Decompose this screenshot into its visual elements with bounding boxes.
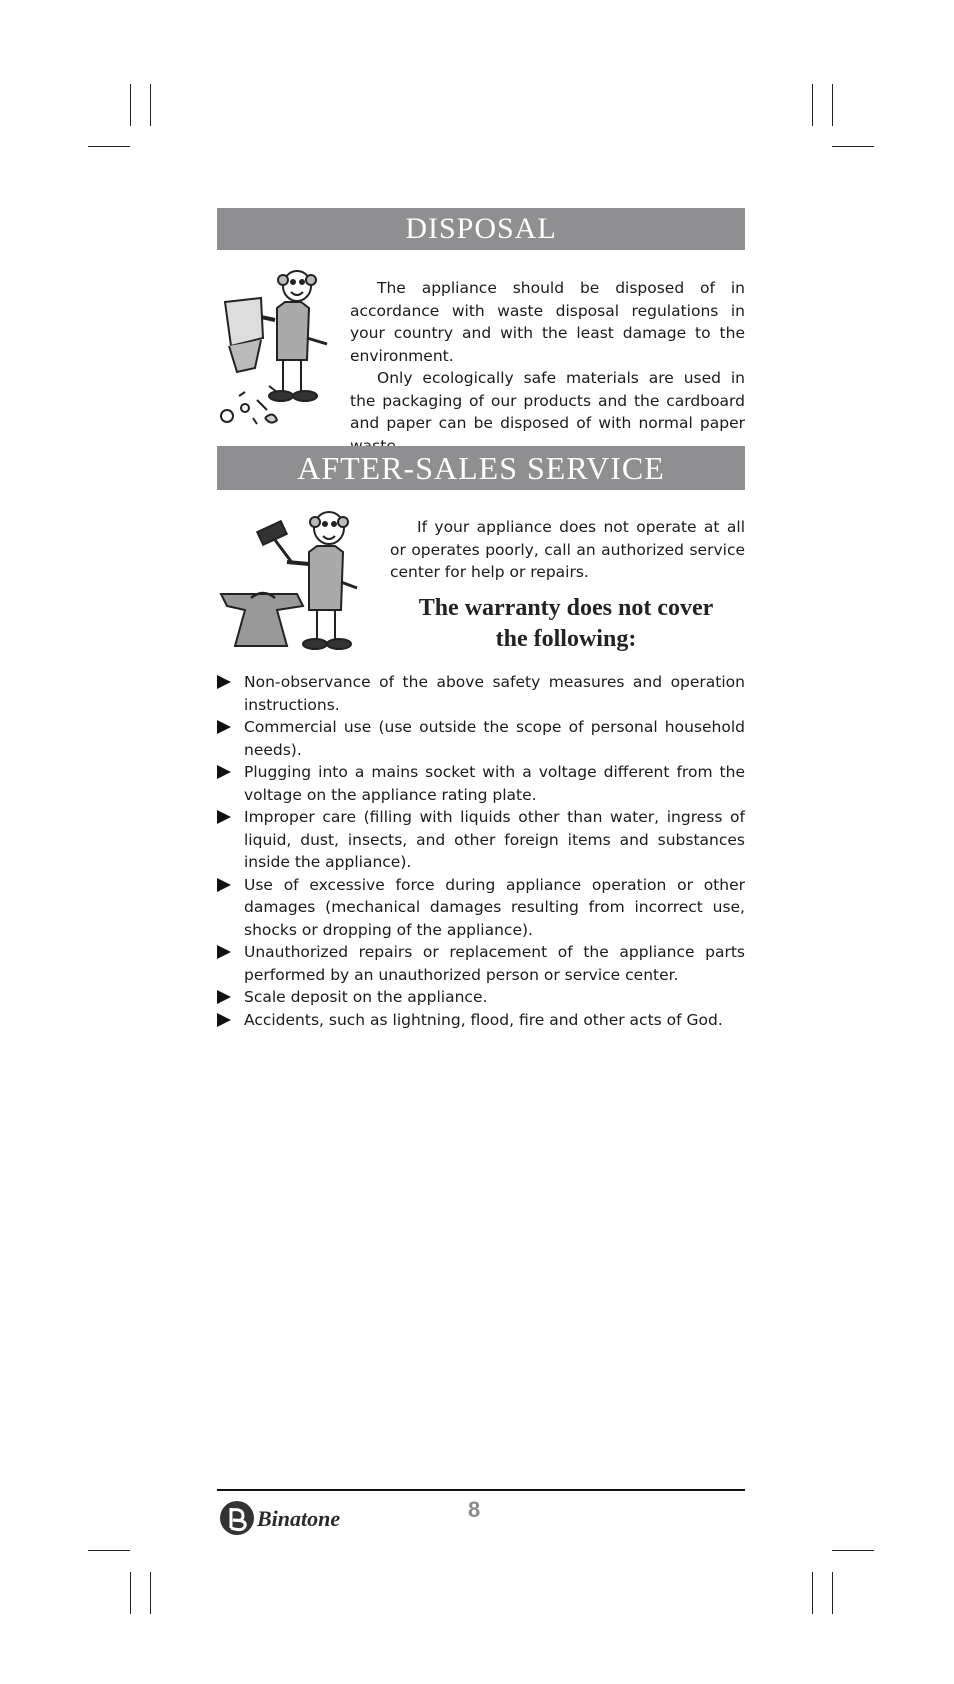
bullet-arrow-icon (217, 675, 231, 689)
crop-mark (88, 146, 130, 147)
warranty-subheading-line2: the following: (495, 626, 637, 652)
warranty-subheading (386, 593, 746, 655)
bullet-arrow-icon (217, 810, 231, 824)
disposal-illustration (217, 268, 353, 426)
warranty-subheading-line1: The warranty does not cover (418, 595, 714, 621)
crop-mark (150, 1572, 151, 1614)
warranty-exclusions-list (217, 671, 745, 1031)
bullet-arrow-icon (217, 878, 231, 892)
crop-mark (832, 146, 874, 147)
bullet-arrow-icon (217, 765, 231, 779)
list-item: Scale deposit on the appliance. (217, 986, 745, 1009)
list-item: Use of excessive force during appliance operation or other damages (mechanical damages resulting from incorrect use, shocks or dropping of the appliance). (217, 874, 745, 942)
crop-mark (130, 84, 131, 126)
disposal-paragraph-2: Only ecologically safe materials are used in the packaging of our products and the cardboard and paper can be disposed of with normal paper (350, 369, 745, 432)
crop-mark (832, 1572, 833, 1614)
list-item: Accidents, such as lightning, flood, fire and other acts of God. (217, 1009, 745, 1032)
bullet-arrow-icon (217, 990, 231, 1004)
disposal-text (350, 277, 745, 457)
disposal-paragraph-1: The appliance should be disposed of in accordance with waste disposal regulations in your country and with the least damage to the environment. (350, 279, 745, 365)
disposal-heading: DISPOSAL (217, 208, 745, 250)
list-item: Commercial use (use outside the scope of personal household needs). (217, 716, 745, 761)
crop-mark (812, 1572, 813, 1614)
service-illustration (217, 506, 377, 658)
brand-name: Binatone (257, 1506, 341, 1531)
crop-mark (150, 84, 151, 126)
list-item: Improper care (filling with liquids other than water, ingress of liquid, dust, insects, and other foreign items and substances inside the appliance). (217, 806, 745, 874)
binatone-logo-icon (217, 1500, 257, 1536)
bullet-arrow-icon (217, 720, 231, 734)
service-intro (390, 516, 745, 584)
bullet-arrow-icon (217, 1013, 231, 1027)
crop-mark (832, 84, 833, 126)
service-heading: AFTER-SALES SERVICE (217, 446, 745, 490)
crop-mark (130, 1572, 131, 1614)
list-item: Non-observance of the above safety measures and operation instructions. (217, 671, 745, 716)
bullet-arrow-icon (217, 945, 231, 959)
crop-mark (88, 1550, 130, 1551)
footer-divider (217, 1489, 745, 1491)
crop-mark (812, 84, 813, 126)
crop-mark (832, 1550, 874, 1551)
service-intro-text: If your appliance does not operate at all or operates poorly, call an authorized service center for help or repairs. (390, 518, 745, 581)
list-item: Plugging into a mains socket with a voltage different from the voltage on the appliance rating plate. (217, 761, 745, 806)
list-item: Unauthorized repairs or replacement of the appliance parts performed by an unauthorized person or service center. (217, 941, 745, 986)
page-number: 8 (468, 1497, 481, 1522)
